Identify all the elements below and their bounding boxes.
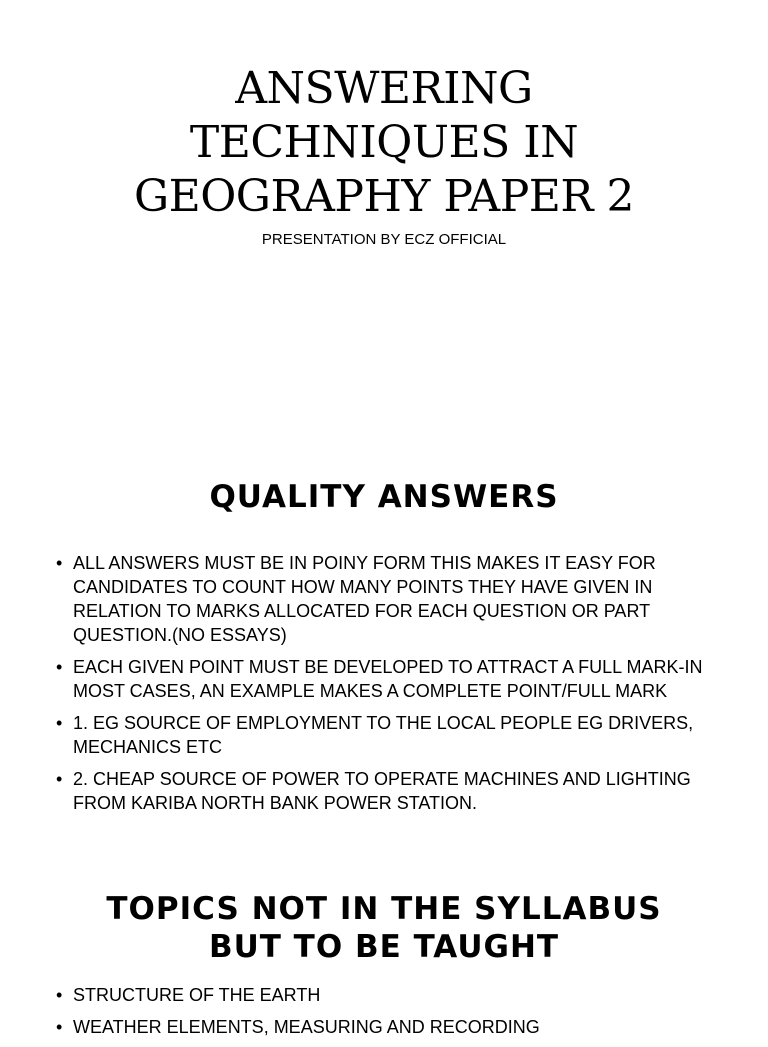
bullet-icon: • bbox=[56, 657, 63, 677]
bullet-list bbox=[56, 551, 716, 823]
presentation-subtitle: PRESENTATION BY ECZ OFFICIAL bbox=[261, 231, 507, 248]
list-item bbox=[56, 1015, 716, 1039]
list-item bbox=[56, 767, 716, 815]
list-item-text: WEATHER ELEMENTS, MEASURING AND RECORDING bbox=[73, 1017, 540, 1037]
presentation-title bbox=[0, 62, 768, 224]
bullet-list bbox=[56, 983, 716, 1047]
heading-line: TOPICS NOT IN THE SYLLABUS bbox=[106, 891, 662, 927]
title-line: ANSWERING bbox=[235, 63, 533, 114]
list-item-text: STRUCTURE OF THE EARTH bbox=[73, 985, 321, 1005]
list-item-text: 1. EG SOURCE OF EMPLOYMENT TO THE LOCAL PEOPLE EG DRIVERS, MECHANICS ETC bbox=[73, 713, 694, 757]
bullet-icon: • bbox=[56, 769, 63, 789]
quality-answers-slide bbox=[0, 440, 768, 840]
heading-line: BUT TO BE TAUGHT bbox=[208, 929, 560, 965]
list-item bbox=[56, 983, 716, 1007]
bullet-icon: • bbox=[56, 553, 63, 573]
slide-heading bbox=[0, 890, 768, 966]
bullet-icon: • bbox=[56, 985, 63, 1005]
topics-slide bbox=[0, 840, 768, 1037]
list-item-text: EACH GIVEN POINT MUST BE DEVELOPED TO ATTRACT A FULL MARK-IN MOST CASES, AN EXAMPLE MAKES A COMPLETE POINT/FULL MARK bbox=[73, 657, 703, 701]
bullet-icon: • bbox=[56, 713, 63, 733]
list-item bbox=[56, 551, 716, 647]
title-slide bbox=[0, 0, 768, 440]
list-item-text: ALL ANSWERS MUST BE IN POINY FORM THIS MAKES IT EASY FOR CANDIDATES TO COUNT HOW MANY POINTS THEY HAVE GIVEN IN RELATION TO MARKS ALLOCATED FOR EACH QUESTION OR PART QUESTION.(NO ESSAYS) bbox=[73, 553, 656, 645]
list-item bbox=[56, 655, 716, 703]
list-item-text: 2. CHEAP SOURCE OF POWER TO OPERATE MACHINES AND LIGHTING FROM KARIBA NORTH BANK POWER STATION. bbox=[73, 769, 691, 813]
title-line: TECHNIQUES IN bbox=[189, 117, 579, 168]
list-item bbox=[56, 711, 716, 759]
bullet-icon: • bbox=[56, 1017, 63, 1037]
slide-heading: QUALITY ANSWERS bbox=[209, 479, 559, 515]
title-line: GEOGRAPHY PAPER 2 bbox=[133, 171, 635, 222]
